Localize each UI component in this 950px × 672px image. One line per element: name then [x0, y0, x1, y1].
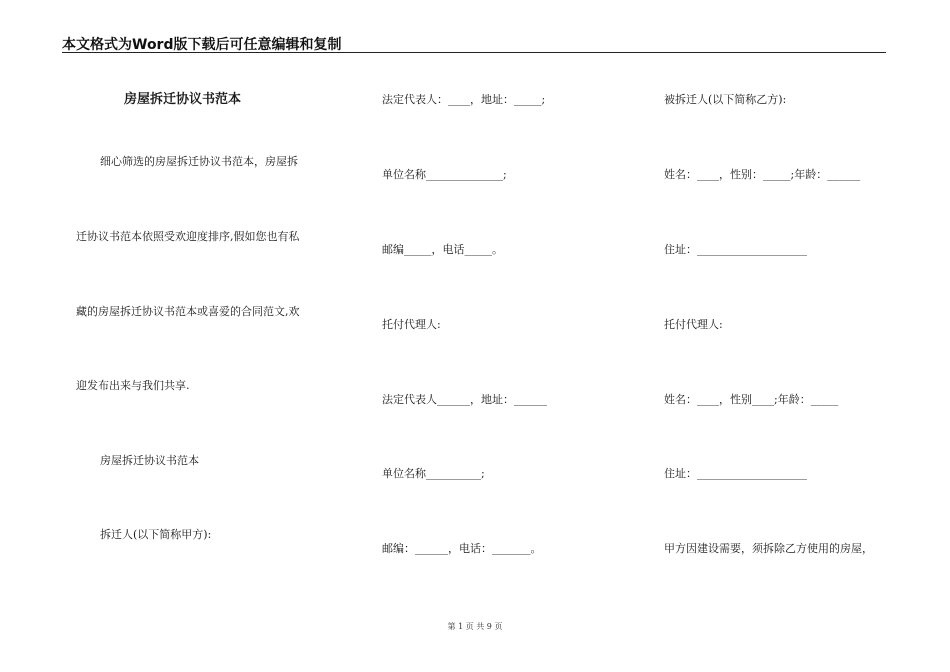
form-line: 托付代理人: — [382, 318, 441, 331]
form-line: 托付代理人: — [664, 318, 723, 331]
document-title: 房屋拆迁协议书范本 — [124, 92, 242, 107]
header-divider — [62, 52, 886, 53]
document-header-title: 本文格式为Word版下载后可任意编辑和复制 — [62, 37, 342, 53]
form-line: 邮编_____，电话_____。 — [382, 243, 503, 256]
form-line: 邮编：______，电话：_______。 — [382, 542, 542, 555]
party-b-label: 被拆迁人(以下简称乙方): — [664, 93, 787, 106]
form-line: 住址：____________________ — [664, 467, 807, 480]
form-line: 法定代表人：____，地址：_____; — [382, 93, 546, 106]
body-text-line: 迎发布出来与我们共享. — [76, 379, 190, 392]
body-text-line: 迁协议书范本依照受欢迎度排序,假如您也有私 — [76, 230, 300, 243]
section-heading: 房屋拆迁协议书范本 — [100, 454, 199, 467]
page-number: 第 1 页 共 9 页 — [447, 622, 503, 631]
form-line: 姓名：____，性别：_____;年龄：______ — [664, 168, 861, 181]
form-line: 住址：____________________ — [664, 243, 807, 256]
body-text-line: 细心筛选的房屋拆迁协议书范本，房屋拆 — [100, 155, 298, 168]
party-a-label: 拆迁人(以下简称甲方): — [100, 528, 212, 541]
form-line: 姓名：____，性别____;年龄：_____ — [664, 393, 839, 406]
body-text-line: 甲方因建设需要，须拆除乙方使用的房屋， — [664, 542, 873, 555]
form-line: 单位名称__________; — [382, 467, 485, 480]
form-line: 单位名称______________; — [382, 168, 507, 181]
form-line: 法定代表人______，地址：______ — [382, 393, 547, 406]
body-text-line: 藏的房屋拆迁协议书范本或喜爱的合同范文,欢 — [76, 305, 300, 318]
